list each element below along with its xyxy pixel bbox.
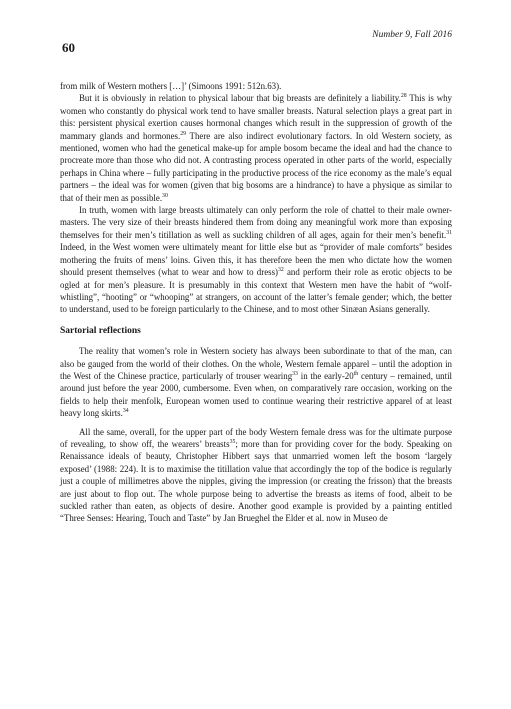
section-heading: Sartorial reflections (60, 325, 141, 336)
paragraph: The reality that women’s role in Western society has always been subordinate to that of the man, can also be gauged from the world of their clothes. On the whole, Western female apparel – until the adoption in the West of the Chinese practice, particularly of trouser wearing$^{33}$ in the early-20th century – remained, until around just before the year 2000, cumbersome. Even when, on comparatively rare occasion, working on the fields to help their menfolk, European women used to continue wearing their restrictive apparel of at least heavy long skirts.$^{34}$ (60, 346, 452, 419)
article-body (60, 80, 452, 525)
paragraph: But it is obviously in relation to physical labour that big breasts are definitely a liability.$^{28}$ This is why women who constantly do physical work tend to have smaller breasts. Natural selection plays a great part in this: persistent physical exertion causes hormonal changes which result in the suppression of growth of the mammary glands and hormones.$^{29}$ There are also indirect evolutionary factors. In old Western society, as mentioned, women who had the genetical make-up for ample bosom became the ideal and had the chance to procreate more than those who did not. A contrasting process operated in other parts of the world, especially perhaps in China where – fully participating in the productive process of the rice economy as the male’s equal partners – the ideal was for women (given that big bosoms are a hindrance) to have a physique as similar to that of their men as possible.$^{30}$ (60, 93, 453, 203)
paragraph: In truth, women with large breasts ultimately can only perform the role of chattel to their male owner-masters. The very size of their breasts hindered them from doing any meaningful work more than exposing themselves for their men’s titillation as well as suckling children of all ages, again for their men’s benefit.$^{31}$ Indeed, in the West women were ultimately meant for little else but as “provider of male comforts” besides mothering the fruits of mens’ loins. Given this, it has therefore been the men who dictate how the women should present themselves (what to wear and how to dress)$^{32}$ and perform their role as erotic objects to be ogled at for men’s pleasure. It is presumably in this context that Western men have the habit of “wolf-whistling”, “hooting” or “whooping” at strangers, on account of the latter’s female gender; which, the better to understand, used to be foreign particularly to the Chinese, and to most other Sinæan Asians generally. (60, 205, 452, 315)
paragraph: All the same, overall, for the upper part of the body Western female dress was for the ultimate purpose of revealing, to show off, the wearers’ breasts$^{35}$; more than for providing cover for the body. Speaking on Renaissance ideals of beauty, Christopher Hibbert says that unmarried women left the bosom ‘largely exposed’ (1988: 224). It is to maximise the titillation value that accordingly the top of the bodice is regularly just a couple of millimetres above the nipples, giving the impression (or creating the frisson) that the breasts are just about to flop out. The whole purpose being to advertise the breasts as items of food, albeit to be suckled rather than eaten, as objects of desire. Another good example is provided by a painting entitled “Three Senses: Hearing, Touch and Taste” by Jan Brueghel the Elder et al. now in Museo de (60, 426, 452, 524)
page-number: 60 (62, 40, 75, 55)
paragraph: from milk of Western mothers […]’ (Simoons 1991: 512n.63). (60, 81, 282, 91)
running-head: Number 9, Fall 2016 (372, 30, 452, 40)
